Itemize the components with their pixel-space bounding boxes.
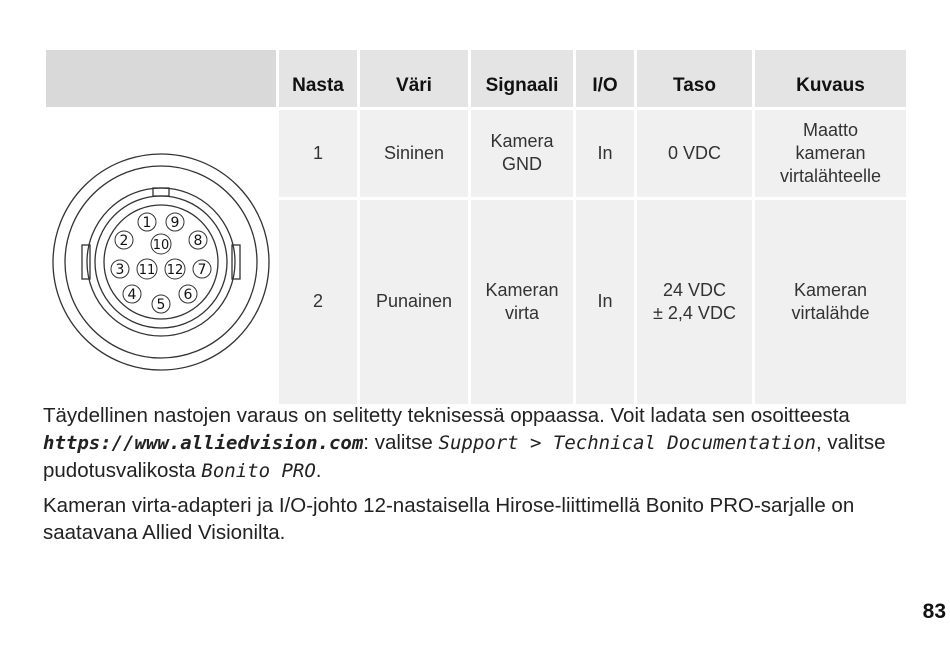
connector-pin: [123, 285, 141, 303]
connector-pin: [111, 260, 129, 278]
cell-color: Sininen: [360, 110, 468, 200]
pin-assignment-table: [43, 50, 909, 404]
cell-description: Kameran virtalähde: [755, 200, 906, 404]
connector-right-key: [232, 245, 240, 279]
table-row: [46, 110, 906, 200]
cell-color: Punainen: [360, 200, 468, 404]
note-text: Täydellinen nastojen varaus on selitetty teknisessä oppaassa. Voit ladata sen osoitteesta: [43, 404, 850, 427]
pin-label: 11: [138, 263, 156, 278]
cell-io: In: [576, 200, 634, 404]
note-text: , valitse pudotusvalikosta: [43, 431, 886, 482]
connector-ring-2: [65, 166, 257, 358]
connector-diagram: [46, 110, 276, 395]
pin-label: 2: [119, 233, 129, 249]
header-io: I/O: [576, 50, 634, 110]
connector-pin: [165, 259, 185, 279]
pin-label: 1: [142, 215, 152, 231]
header-pin: Nasta: [279, 50, 357, 110]
connector-pin: [179, 285, 197, 303]
adapter-availability-note: Kameran virta-adapteri ja I/O-johto 12-nastaisella Hirose-liittimellä Bonito PRO-sarjalle on saatavana Allied Visionilta.: [43, 494, 855, 544]
pin-label: 6: [183, 287, 193, 303]
connector-pin: [189, 231, 207, 249]
pin-label: 7: [197, 262, 207, 278]
pin-label: 10: [152, 238, 170, 253]
connector-pin: [137, 259, 157, 279]
cell-level: 24 VDC ± 2,4 VDC: [637, 200, 752, 404]
cell-io: In: [576, 110, 634, 200]
cell-pin: 2: [279, 200, 357, 404]
pin-label: 12: [166, 263, 184, 278]
page-number: 83: [922, 600, 946, 623]
pin-label: 9: [170, 215, 180, 231]
cell-signal: Kamera GND: [471, 110, 573, 200]
header-blank-cell: [46, 50, 276, 110]
connector-pin: [138, 213, 156, 231]
pin-assignment-note: [43, 402, 923, 485]
header-description: Kuvaus: [755, 50, 906, 110]
menu-path: Support > Technical Documentation: [438, 432, 816, 454]
product-name: Bonito PRO: [201, 460, 316, 482]
connector-pin: [151, 234, 171, 254]
cell-level: 0 VDC: [637, 110, 752, 200]
table-header-row: [46, 50, 906, 110]
connector-ring-3: [87, 188, 235, 336]
header-signal: Signaali: [471, 50, 573, 110]
website-link[interactable]: https://www.alliedvision.com: [43, 432, 364, 454]
pin-label: 8: [193, 233, 203, 249]
pin-label: 3: [115, 262, 125, 278]
pin-label: 5: [156, 297, 166, 313]
connector-pin: [166, 213, 184, 231]
connector-outer-ring: [53, 154, 269, 370]
note-text: : valitse: [363, 431, 439, 454]
pin-label: 4: [127, 287, 137, 303]
connector-pin: [193, 260, 211, 278]
cell-description: Maatto kameran virtalähteelle: [755, 110, 906, 200]
connector-diagram-cell: [46, 110, 276, 404]
connector-pin: [152, 295, 170, 313]
connector-top-notch: [153, 188, 169, 196]
connector-left-key: [82, 245, 90, 279]
header-level: Taso: [637, 50, 752, 110]
connector-pin: [115, 231, 133, 249]
header-color: Väri: [360, 50, 468, 110]
cell-pin: 1: [279, 110, 357, 200]
cell-signal: Kameran virta: [471, 200, 573, 404]
note-text: .: [315, 459, 322, 482]
